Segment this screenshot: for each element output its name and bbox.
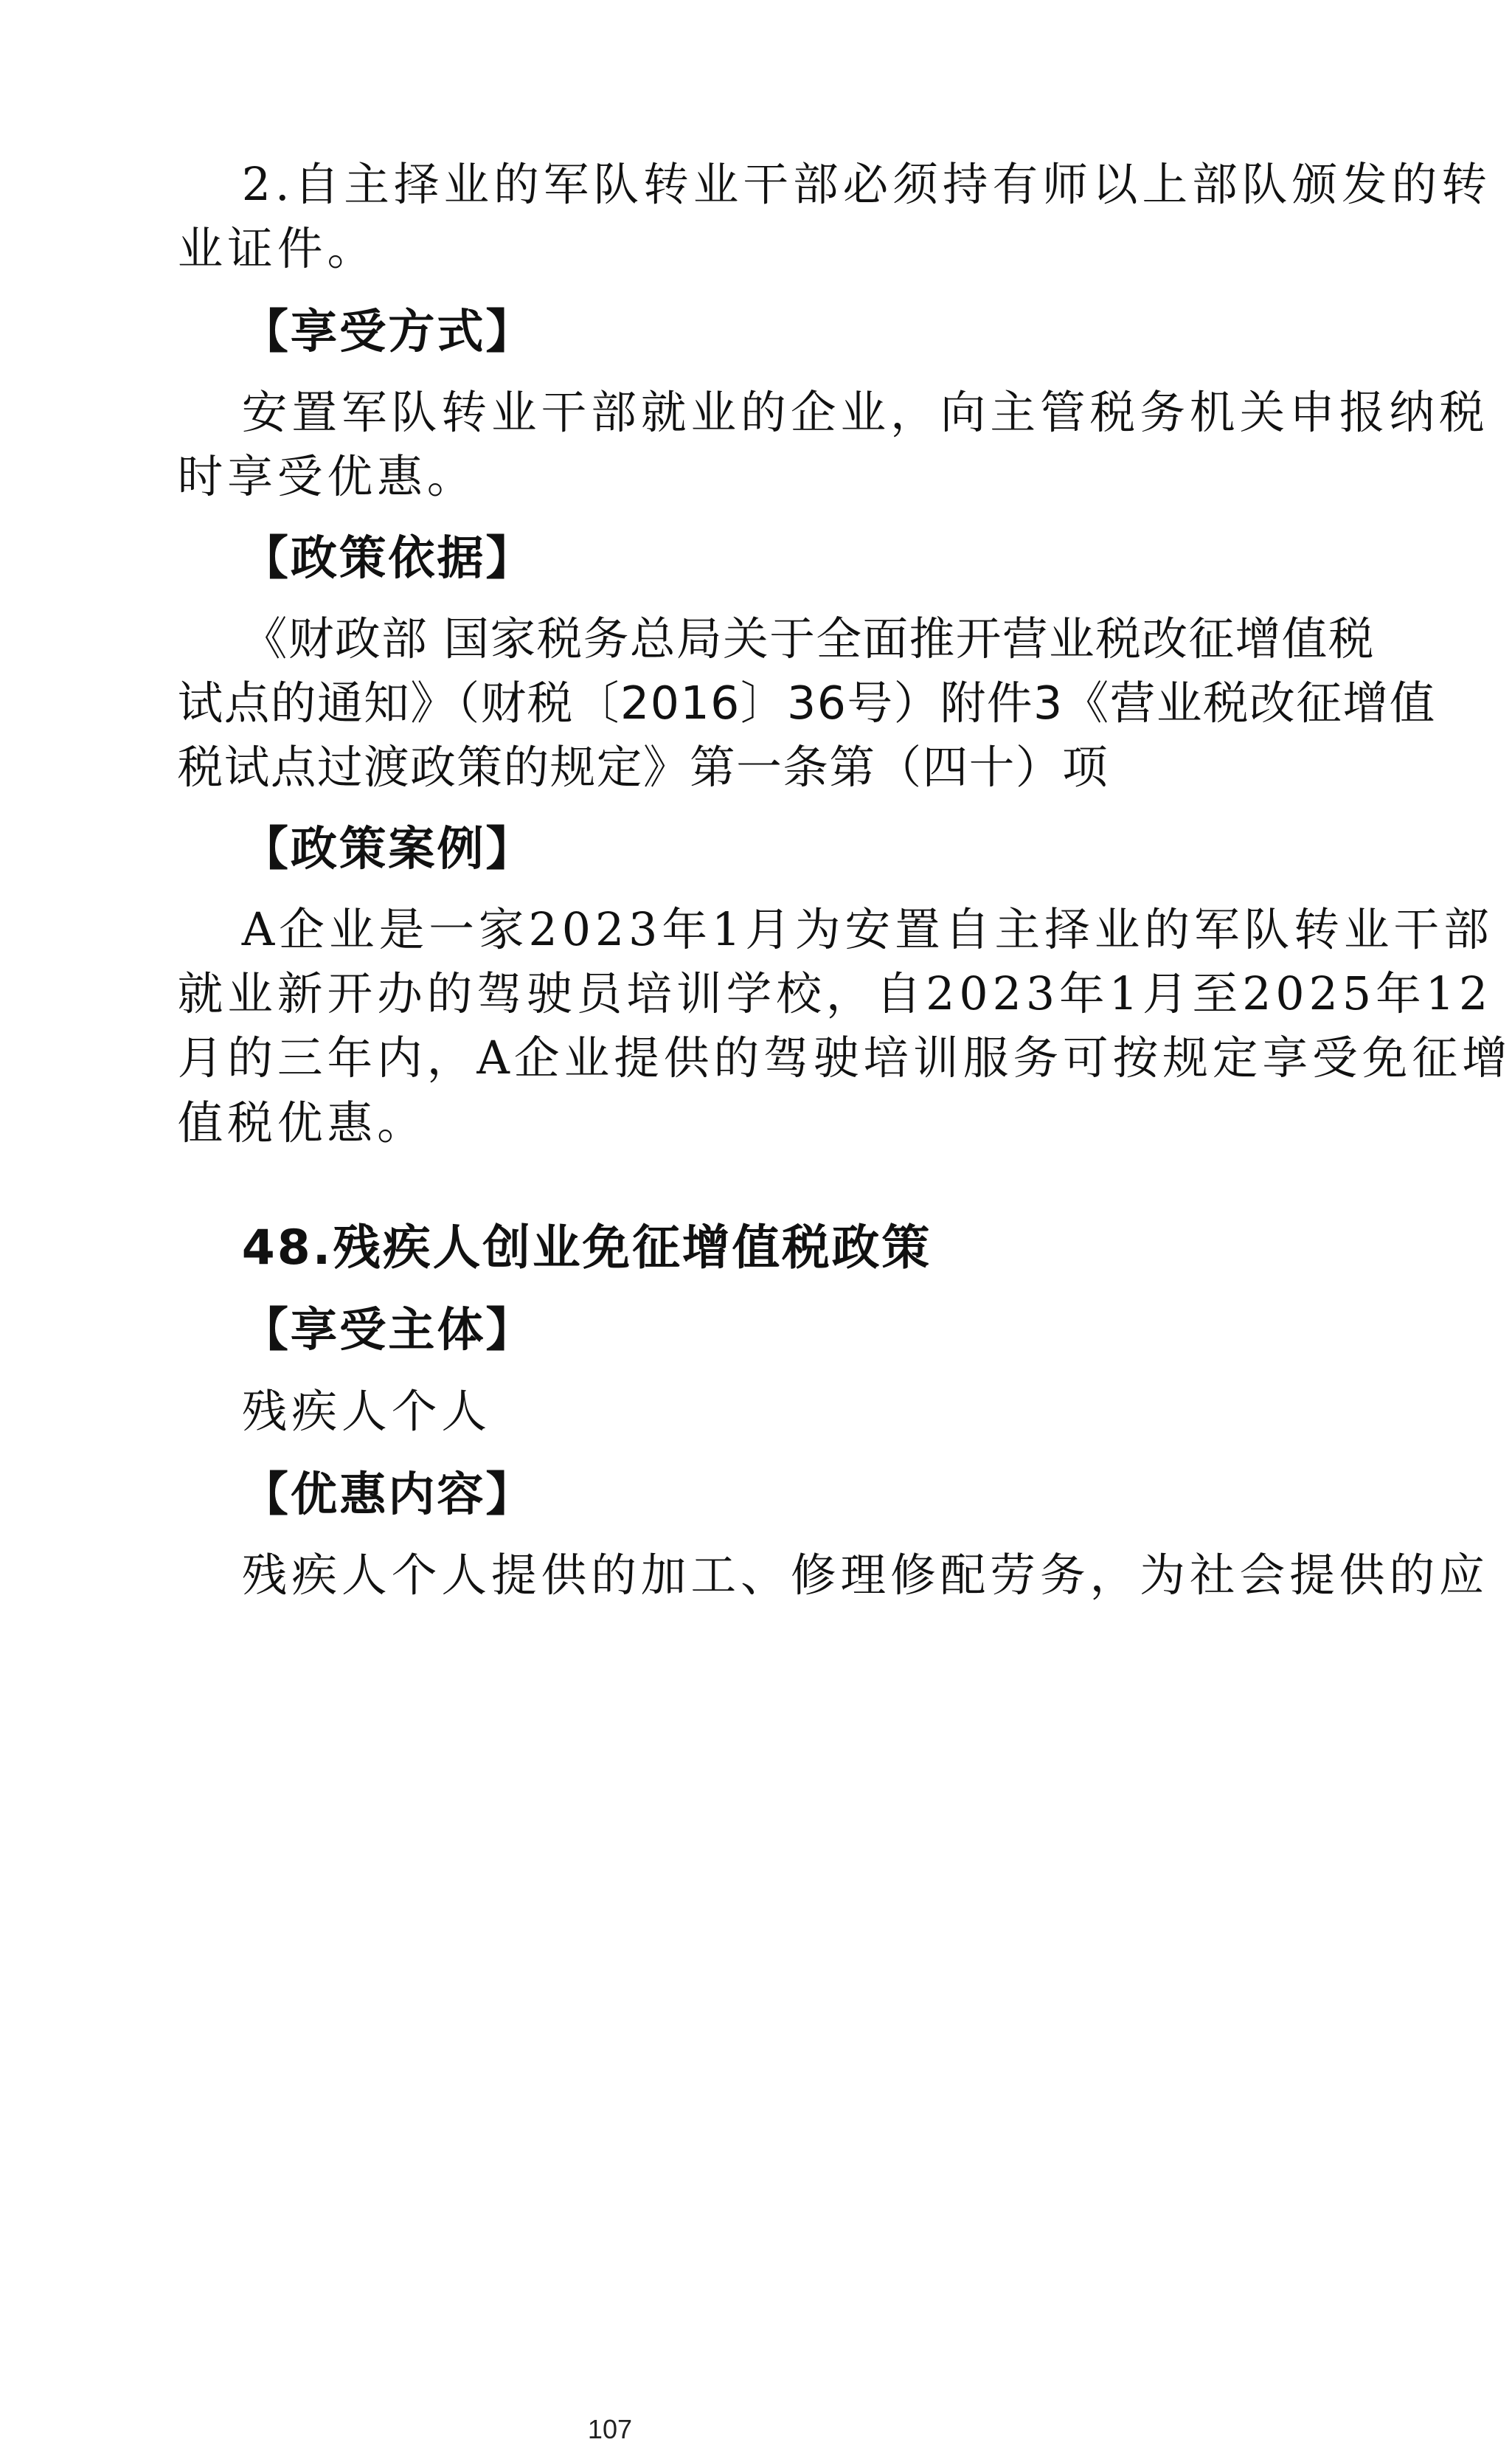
basis-text-line-2: 试点的通知》（财税〔2016〕36号）附件3《营业税改征增值 [177,677,1436,730]
condition-2-line-1: 2.自主择业的军队转业干部必须持有师以上部队颁发的转 [241,157,1491,211]
subject-heading: 【享受主体】 [241,1302,535,1358]
basis-heading: 【政策依据】 [241,530,535,585]
condition-2-line-2: 业证件。 [177,221,378,275]
case-text-line-3: 月的三年内，A企业提供的驾驶培训服务可按规定享受免征增 [177,1031,1512,1085]
basis-text-line-1: 《财政部 国家税务总局关于全面推开营业税改征增值税 [241,612,1375,666]
basis-text-line-3: 税试点过渡政策的规定》第一条第（四十）项 [177,741,1109,795]
content-heading: 【优惠内容】 [241,1466,535,1521]
case-text-line-4: 值税优惠。 [177,1096,427,1149]
method-heading: 【享受方式】 [241,304,535,359]
page-number: 107 [587,2413,633,2444]
subject-text: 残疾人个人 [241,1384,491,1438]
content-text-line-1: 残疾人个人提供的加工、修理修配劳务，为社会提供的应 [241,1549,1489,1602]
case-text-line-2: 就业新开办的驾驶员培训学校，自2023年1月至2025年12 [177,967,1493,1021]
method-text-line-2: 时享受优惠。 [177,450,477,504]
method-text-line-1: 安置军队转业干部就业的企业，向主管税务机关申报纳税 [241,386,1489,440]
case-heading: 【政策案例】 [241,820,535,876]
case-text-line-1: A企业是一家2023年1月为安置自主择业的军队转业干部 [241,902,1494,956]
section-48-title: 48.残疾人创业免征增值税政策 [241,1220,932,1276]
